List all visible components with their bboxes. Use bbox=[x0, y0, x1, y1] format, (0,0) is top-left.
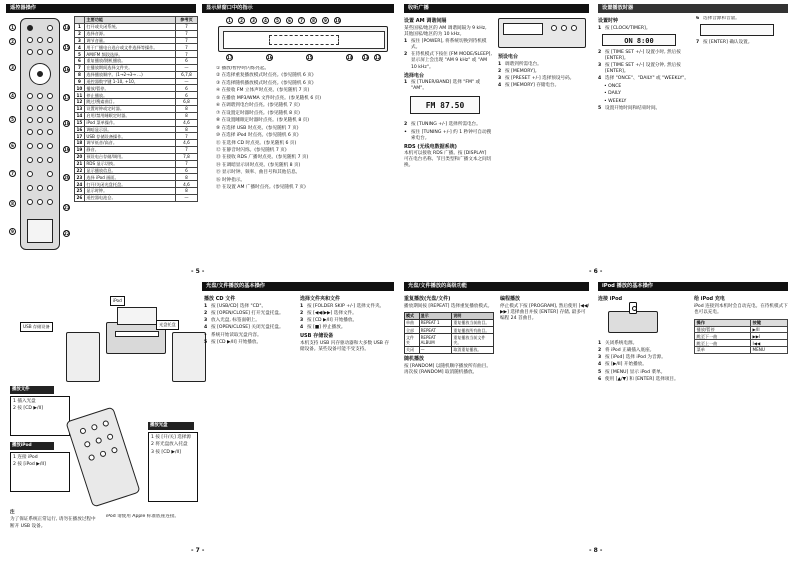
display-panel-drawing bbox=[218, 26, 388, 52]
list-item: ⑤ 在播放 MP3/WMA 文件时点亮。(参见随机 6 页) bbox=[216, 95, 322, 101]
table-row: 8 选择播放顺序。(1→2→3→ ...) 6,7,8 bbox=[75, 71, 198, 78]
table-row: 25 显示时钟。 8 bbox=[75, 188, 198, 195]
list-item: ② 在选择重复播放模式时点亮。(参见随机 6 页) bbox=[216, 73, 314, 79]
list-item: ⑯ 时钟指示。 bbox=[216, 177, 246, 183]
timer-col-2: 6 选择音源和音量。 7 按 [ENTER] 确认设置。 bbox=[696, 16, 788, 271]
play-ipod-steps: 1 连接 iPod 2 按 [iPod ▶/II] bbox=[10, 452, 70, 492]
clock-lcd: ON 8:00 bbox=[602, 34, 676, 46]
table-row: 19 静音。 7 bbox=[75, 147, 198, 154]
list-item: ⑰ 在设置 AM 广播时点亮。(参见随机 7 页) bbox=[216, 185, 306, 191]
play-files-steps: 1 插入光盘 2 按 [CD ▶/II] bbox=[10, 396, 70, 436]
section-header-ipod: iPod 播放的基本操作 bbox=[598, 282, 788, 291]
section-header-timer: 设置播放时器 bbox=[598, 4, 788, 13]
table-row: 20 预设电台存储/调用。 7,8 bbox=[75, 153, 198, 160]
ipod-dock-drawing bbox=[608, 311, 658, 333]
table-row: 菜单 MENU bbox=[695, 347, 788, 354]
table-row: 15 iPod 菜单操作。 4,6 bbox=[75, 119, 198, 126]
list-item: ⑧ 在设置睡眠定时器时点亮。(参见随机 8 页) bbox=[216, 118, 310, 124]
list-item: ⑩ 在选择 iPod 时点亮。(参见随机 6 页) bbox=[216, 133, 299, 139]
page-number-7: - 7 - bbox=[191, 547, 205, 555]
remote-illustration bbox=[65, 406, 140, 507]
advanced-col-1: 重复播放(光盘/文件) 播放期间按 [REPEAT] 选择重复播放模式。 模式 显示 说明 单曲 REPEAT 1 重复播放当前曲目。 全部 REPEAT 重复播放所有曲目。 文件夹 REPEAT ALBUM 重复播放当前文件夹。 关闭 — 取消重复播放。 随机播放 按 [RANDOM] 以随机顺序播放所有曲目。再次按 [RANDOM] 取消随机播放。 bbox=[404, 296, 493, 375]
list-item: ① 播放/暂停时闪烁亮起。 bbox=[216, 66, 270, 71]
radio-col-1: 设置 AM 调谐间隔 某些国家/地区的 AM 调谐间隔为 9 kHz, 其他国家/地区的为 10 kHz。 1 按住 [POWER], 将系统切换到待机模式。 2 在待机模式下按住 [FM MODE/SLEEP], 显示屏上会出现 "AM 9 kHz" 或 "AM 10 kHz"。 选择电台 1 按 [TUNER/BAND] 选择 "FM" 或 "AM"。 FM 87.50 2 按 [TUNING +/-] 选择所需电台。 • 按住 [TUNING +/-] 约 1 秒钟可自动搜索电台。 RDS (无线电数据系统) 本机可以接收 RDS 广播。按 [DISPLAY] 可在电台名称、节目类型和广播文本之间切换。 bbox=[404, 18, 492, 169]
page-advanced-ipod bbox=[404, 282, 788, 557]
list-item: ⑭ 在调暗显示屏时点亮。(参见随机 8 页) bbox=[216, 162, 301, 168]
table-row: 4 用于广播电台选台或文件选择等操作。 7 bbox=[75, 44, 198, 51]
play-disc-steps: 1 按 [开/关] 选择源 2 将光盘放入托盘 3 按 [CD ▶/II] bbox=[148, 432, 198, 502]
notes-left: 注 为了保证系统正常运行, 请勿在播放过程中断开 USB 设备。 bbox=[10, 510, 96, 529]
table-row: 21 RDS 显示切换。 7 bbox=[75, 160, 198, 167]
speaker-right bbox=[172, 332, 206, 382]
remote-control-drawing bbox=[20, 18, 60, 250]
tuner-panel-drawing bbox=[498, 18, 586, 48]
section-header-basic: 光盘/文件播放的基本操作 bbox=[202, 282, 394, 291]
page-number-5: - 5 - bbox=[191, 268, 205, 276]
basic-col-1: 播放 CD 文件 1 按 [USB/CD] 选择 "CD"。 2 按 [OPEN/CLOSE] 打开光盘托盘。 3 放入光盘, 标签面朝上。 4 按 [OPEN/CLOSE] 关闭光盘托盘。 • 系统开始读取光盘内容。 5 按 [CD ▶/II] 开始播放。 bbox=[204, 296, 284, 345]
page-number-6: - 6 - bbox=[589, 268, 603, 276]
table-row: 26 遥控器电池仓。 — bbox=[75, 194, 198, 201]
table-row: 12 跳过/搜索曲目。 6,8 bbox=[75, 99, 198, 106]
table-row: 22 显示播放信息。 6 bbox=[75, 167, 198, 174]
play-files-header: 播放文件 bbox=[10, 386, 54, 394]
page-radio-timer bbox=[404, 4, 788, 278]
table-row: 关闭 — 取消重复播放。 bbox=[405, 346, 494, 353]
basic-col-2: 选择文件夹和文件 1 按 [FOLDER SKIP +/-] 选择文件夹。 2 按 [◀◀/▶▶] 选择文件。 3 按 [CD ▶/II] 开始播放。 4 按 [■] 停止播放。 USB 存储设备 本机支持 USB 闪存驱动器和大多数 USB 存储设备。某些设备可能不受支持。 bbox=[300, 296, 390, 353]
list-item: ⑪ 在选择 CD 时点亮。(参见随机 6 页) bbox=[216, 140, 297, 146]
table-row: 18 调节低音/高音。 4,6 bbox=[75, 140, 198, 147]
table-row: 1 打开或关闭系统。 7 bbox=[75, 23, 198, 30]
table-row: 16 调暗显示屏。 8 bbox=[75, 126, 198, 133]
page-remote-control: 遥控器操作 显示屏窗口中的指示 1 2 3 4 5 6 7 8 9 14 15 16 17 18 19 20 21 22 主要功能 参考页 1 打开或关闭系统。 7 2 选择音源。 7 3 调节音量。 7 4 用于广播电台选台或文件选择等操作。 7 5 AM/FM 频段选择。 7 6 重复播放/随机播放。 6 7 在播放期间选择文件夹。 — 8 选择播放顺序。(1→2→3→ ...) 6,7,8 9 遥控器数字键 1-10, +10。 — 10 播放/暂停。 6 11 停止播放。 6 12 跳过/搜索曲目。 6,8 13 设置时钟或定时器。 8 14 启用/禁用睡眠定时器。 8 15 iPod 菜单操作。 4,6 16 调暗显示屏。 8 17 USB 存储设备操作。 7 18 调节低音/高音。 4,6 19 静音。 7 20 预设电台存储/调用。 7,8 21 RDS 显示切换。 7 22 显示播放信息。 6 23 选择 iPod 画面。 8 24 打开/关闭光盘托盘。 4,6 25 显示时钟。 8 26 遥控器电池仓。 — - 5 - 1 2 3 4 5 6 7 8 9 10 17 16 15 14 13 12 ① 播放/暂停时闪烁亮起。 ② 在选择重复播放模式时点亮。(参见随机 6 页) ③ 在选择随机播放模式时点亮。(参见随机 6 页) ④ 在接收 FM 立体声时点亮。(参见随机 7 页) ⑤ 在播放 MP3/WMA 文件时点亮。(参见随机 6 页) ⑥ 在调谐到电台时点亮。(参见随机 7 页) ⑦ 在设置定时器时点亮。(参见随机 8 页) ⑧ 在设置睡眠定时器时点亮。(参见随机 8 页) ⑨ 在选择 USB 时点亮。(参见随机 7 页) ⑩ 在选择 iPod 时点亮。(参见随机 6 页) ⑪ 在选择 CD 时点亮。(参见随机 6 页) ⑫ 在静音时闪烁。(参见随机 7 页) ⑬ 在接收 RDS 广播时点亮。(参见随机 7 页) ⑭ 在调暗显示屏时点亮。(参见随机 8 页) ⑮ 显示时钟、频率、曲目号和其他信息。 ⑯ 时钟指示。 ⑰ 在设置 AM 广播时点亮。(参见随机 7 页) bbox=[6, 4, 394, 278]
table-row: 跳至下一曲 ▶▶I bbox=[695, 333, 788, 340]
page-number-8: - 8 - bbox=[589, 547, 603, 555]
list-item: ③ 在选择随机播放模式时点亮。(参见随机 6 页) bbox=[216, 80, 314, 86]
ipod-col-1: 连接 iPod 1 关闭系统电源。 2 将 iPod 正确插入底座。 3 按 [iPod] 选择 iPod 为音源。 4 按 [▶/II] 开始播放。 5 按 [MENU] 显示 iPod 菜单。 6 使用 [▲/▼] 和 [ENTER] 选择项目。 bbox=[598, 296, 679, 382]
speaker-left bbox=[66, 332, 100, 382]
label-disc-tray: 光盘托盘 bbox=[156, 320, 179, 330]
section-header-remote: 遥控器操作 bbox=[6, 4, 196, 13]
table-row: 7 在播放期间选择文件夹。 — bbox=[75, 64, 198, 71]
list-item: ⑫ 在静音时闪烁。(参见随机 7 页) bbox=[216, 147, 287, 153]
table-row: 6 重复播放/随机播放。 6 bbox=[75, 58, 198, 65]
table-row: 3 调节音量。 7 bbox=[75, 37, 198, 44]
table-row: 14 启用/禁用睡眠定时器。 8 bbox=[75, 112, 198, 119]
ipod-col-2: 给 iPod 充电 iPod 连接到本机时会自动充电。在待机模式下也可以充电。 操作 按键 播放/暂停 ▶/II 跳至下一曲 ▶▶I 跳至上一曲 I◀◀ 菜单 MENU bbox=[694, 296, 788, 353]
table-row: 播放/暂停 ▶/II bbox=[695, 326, 788, 333]
radio-col-2: 预设电台 1 调谐到所需电台。 2 按 [MEMORY]。 3 按 [PRESET +/-] 选择预设号码。 4 按 [MEMORY] 存储电台。 bbox=[498, 54, 575, 89]
table-row: 24 打开/关闭光盘托盘。 4,6 bbox=[75, 181, 198, 188]
list-item: ④ 在接收 FM 立体声时点亮。(参见随机 7 页) bbox=[216, 88, 310, 94]
advanced-col-2: 编程播放 停止模式下按 [PROGRAM], 然后使用 [◀◀/▶▶] 选择曲目并按 [ENTER] 存储, 最多可编程 24 首曲目。 bbox=[500, 296, 590, 321]
table-row: 13 设置时钟或定时器。 8 bbox=[75, 105, 198, 112]
remote-function-table: 主要功能 参考页 1 打开或关闭系统。 7 2 选择音源。 7 3 调节音量。 7 4 用于广播电台选台或文件选择等操作。 7 5 AM/FM 频段选择。 7 6 重复播放/随机播放。 6 7 在播放期间选择文件夹。 — 8 选择播放顺序。(1→2→3→ ...) 6,7,8 9 遥控器数字键 1-10, +10。 — 10 播放/暂停。 6 11 停止播放。 6 12 跳过/搜索曲目。 6,8 13 设置时钟或定时器。 8 14 启用/禁用睡眠定时器。 8 15 iPod 菜单操作。 4,6 16 调暗显示屏。 8 17 USB 存储设备操作。 7 18 调节低音/高音。 4,6 19 静音。 7 20 预设电台存储/调用。 7,8 21 RDS 显示切换。 7 22 显示播放信息。 6 23 选择 iPod 画面。 8 24 打开/关闭光盘托盘。 4,6 25 显示时钟。 8 26 遥控器电池仓。 — bbox=[74, 16, 198, 266]
display-indicator-list bbox=[216, 66, 392, 246]
page-basic-playback bbox=[6, 282, 394, 557]
ipod-key-table: 操作 按键 播放/暂停 ▶/II 跳至下一曲 ▶▶I 跳至上一曲 I◀◀ 菜单 MENU bbox=[694, 319, 788, 354]
table-row: 跳至上一曲 I◀◀ bbox=[695, 340, 788, 347]
ipod-icon bbox=[629, 302, 637, 314]
table-row: 2 选择音源。 7 bbox=[75, 30, 198, 37]
table-row: 10 播放/暂停。 6 bbox=[75, 85, 198, 92]
tuner-lcd: FM 87.50 bbox=[410, 96, 480, 114]
section-header-display: 显示屏窗口中的指示 bbox=[202, 4, 394, 13]
table-row: 全部 REPEAT 重复播放所有曲目。 bbox=[405, 327, 494, 334]
list-item: ⑮ 显示时钟、频率、曲目号和其他信息。 bbox=[216, 170, 301, 176]
repeat-mode-table: 模式 显示 说明 单曲 REPEAT 1 重复播放当前曲目。 全部 REPEAT 重复播放所有曲目。 文件夹 REPEAT ALBUM 重复播放当前文件夹。 关闭 — 取消重复播放。 bbox=[404, 312, 494, 355]
label-usb: USB 存储设备 bbox=[20, 322, 53, 332]
table-row: 文件夹 REPEAT ALBUM 重复播放当前文件夹。 bbox=[405, 334, 494, 347]
table-row: 单曲 REPEAT 1 重复播放当前曲目。 bbox=[405, 319, 494, 326]
list-item: ⑦ 在设置定时器时点亮。(参见随机 8 页) bbox=[216, 110, 300, 116]
table-row: 17 USB 存储设备操作。 7 bbox=[75, 133, 198, 140]
table-row: 9 遥控器数字键 1-10, +10。 — bbox=[75, 78, 198, 85]
table-row: 23 选择 iPod 画面。 8 bbox=[75, 174, 198, 181]
list-item: ⑨ 在选择 USB 时点亮。(参见随机 7 页) bbox=[216, 125, 299, 131]
play-disc-header: 播放光盘 bbox=[148, 422, 194, 430]
table-row: 5 AM/FM 频段选择。 7 bbox=[75, 51, 198, 58]
section-header-advanced: 光盘/文件播放的高级功能 bbox=[404, 282, 589, 291]
play-ipod-header: 播放iPod bbox=[10, 442, 54, 450]
list-item: ⑬ 在接收 RDS 广播时点亮。(参见随机 7 页) bbox=[216, 155, 309, 161]
timer-col-1: 设置时钟 1 按 [CLOCK/TIMER]。 ON 8:00 2 按 [TIME SET +/-] 设置小时, 然后按 [ENTER]。 3 按 [TIME SET +/-] 设置分钟, 然后按 [ENTER]。 4 选择 "ONCE"、"DAILY" 或 "WEEKLY"。 • ONCE • DAILY • WEEKLY 5 设置开始时间和结束时间。 bbox=[598, 18, 690, 112]
table-row: 11 停止播放。 6 bbox=[75, 92, 198, 99]
list-item: ⑥ 在调谐到电台时点亮。(参见随机 7 页) bbox=[216, 103, 300, 109]
label-ipod: iPod bbox=[110, 296, 125, 306]
notes-right: iPod 请使用 Apple 标准底座连接。 bbox=[106, 514, 180, 519]
section-header-radio: 收听广播 bbox=[404, 4, 589, 13]
